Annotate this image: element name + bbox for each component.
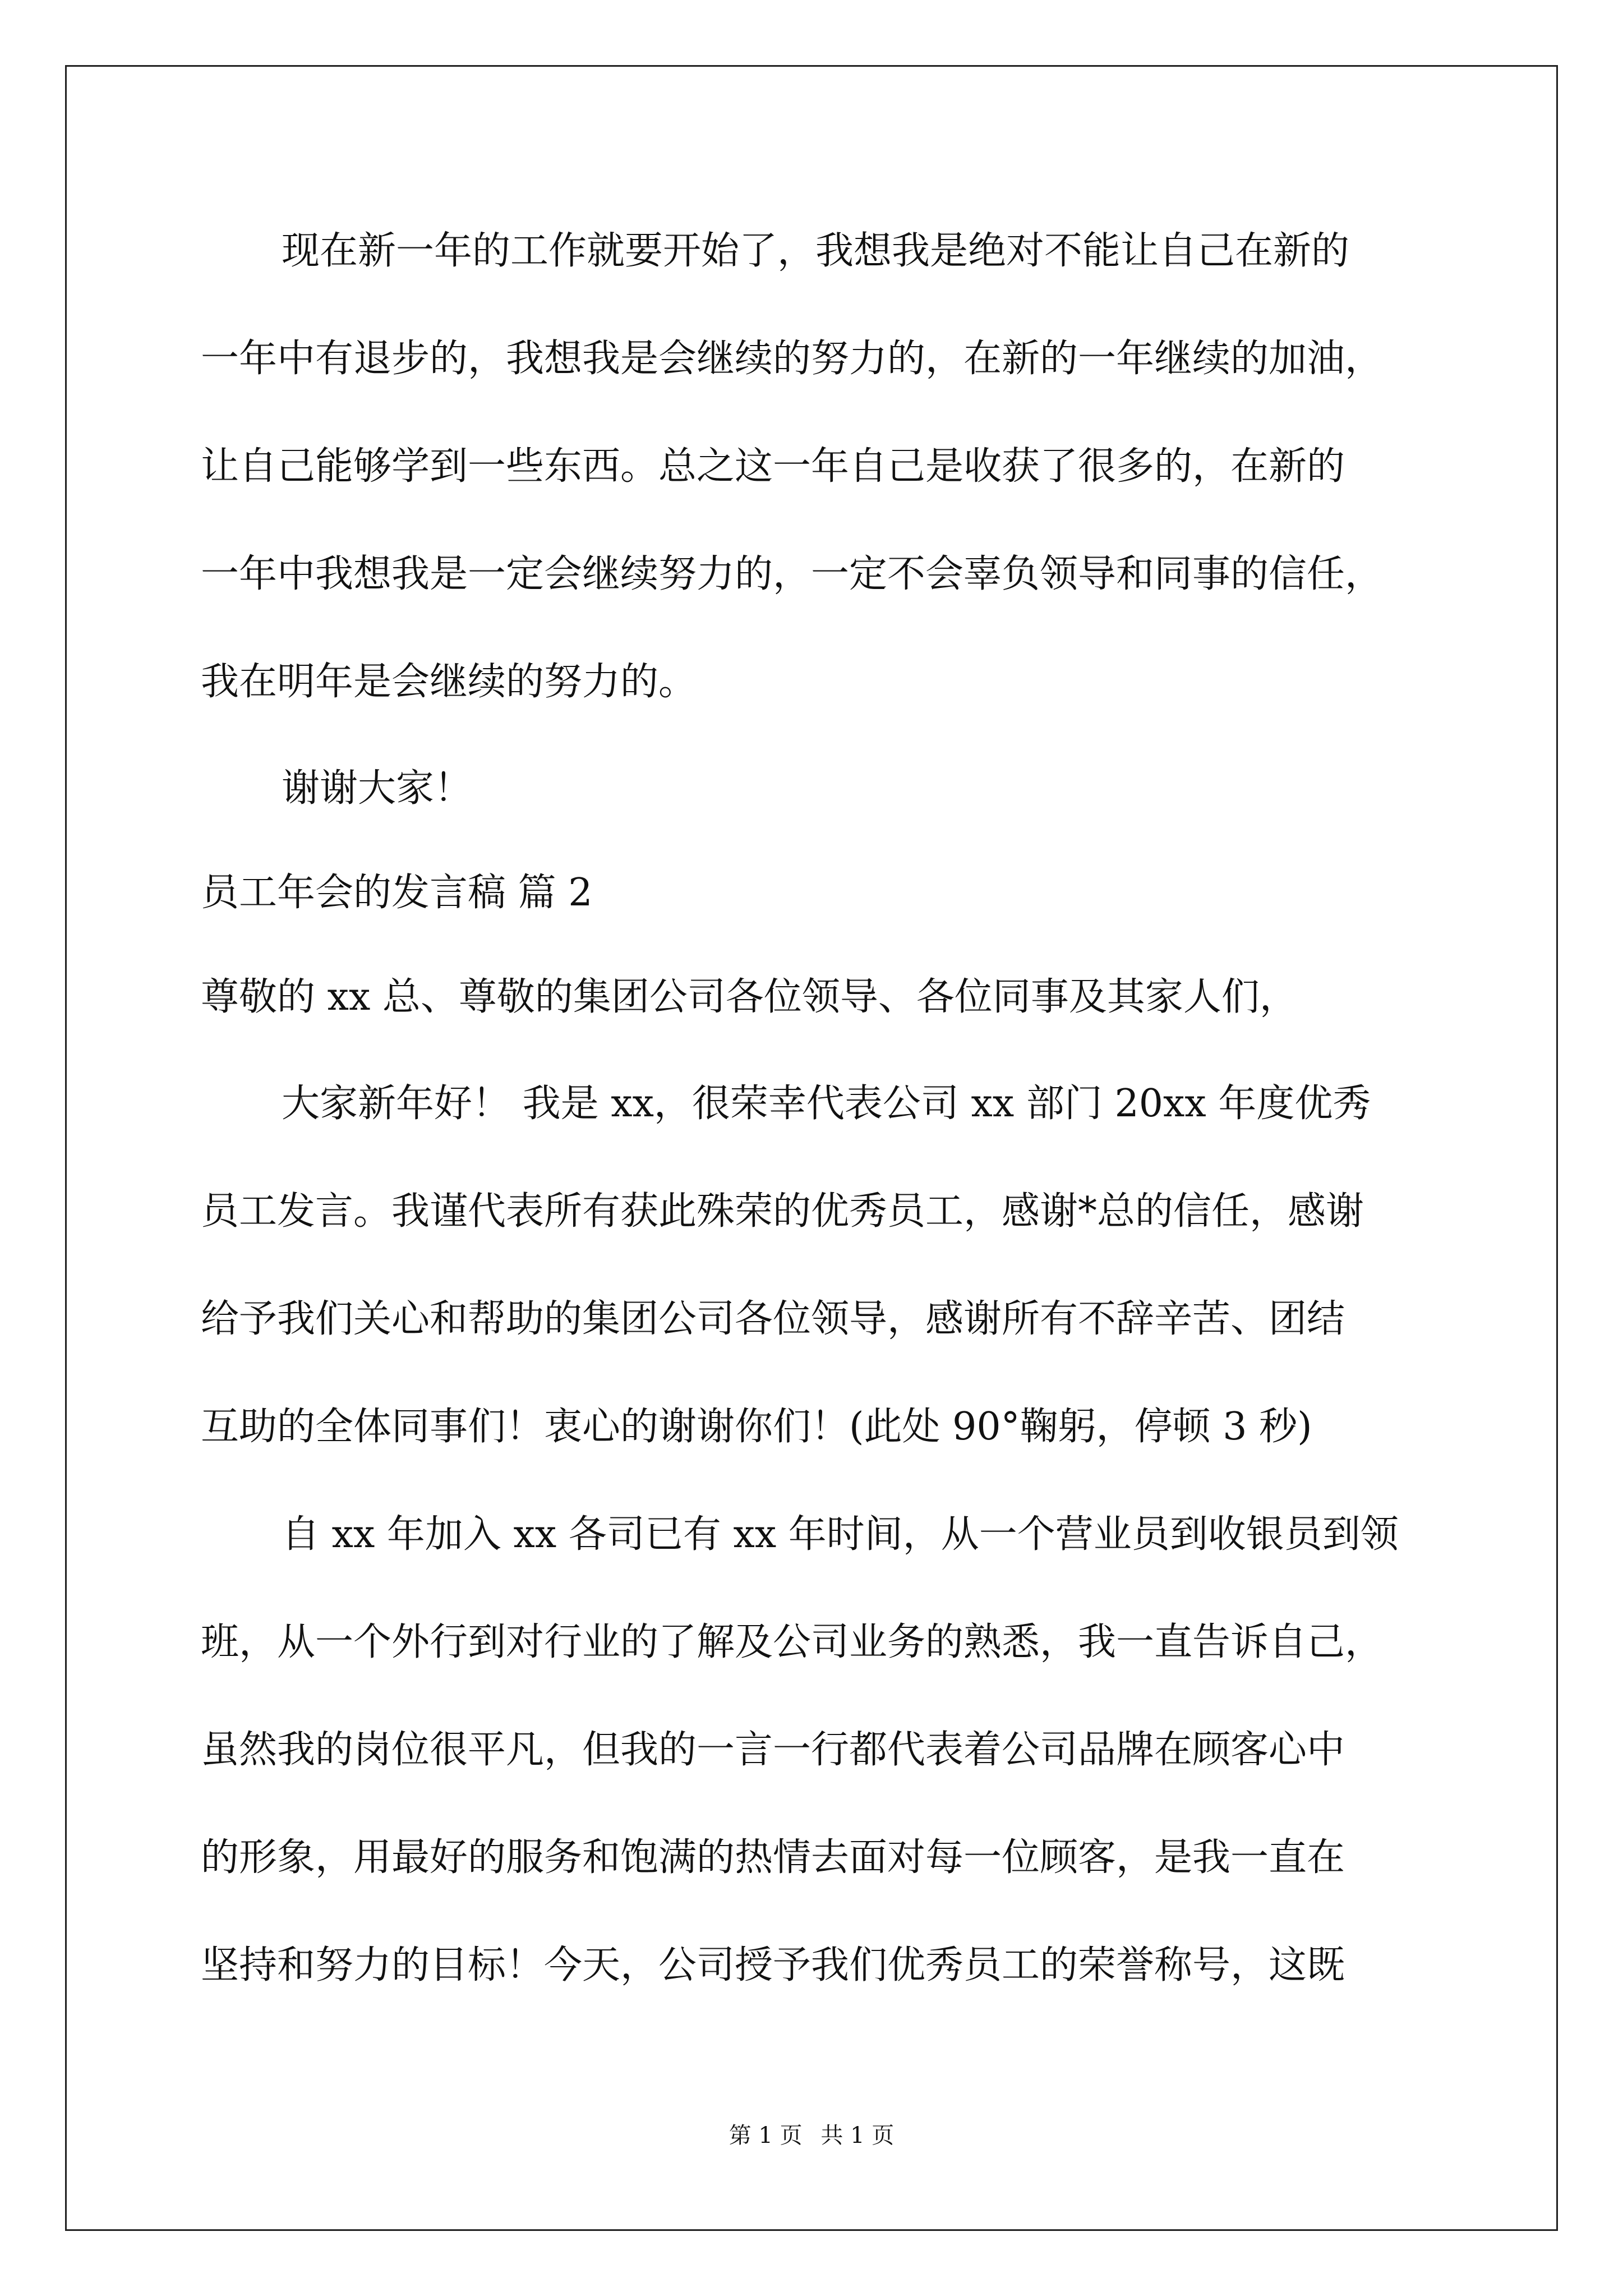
paragraph-line: 坚持和努力的目标！今天，公司授予我们优秀员工的荣誉称号，这既 — [201, 1943, 1345, 1987]
paragraph-line: 现在新一年的工作就要开始了，我想我是绝对不能让自己在新的 — [282, 229, 1350, 273]
paragraph-line: 一年中有退步的，我想我是会继续的努力的，在新的一年继续的加油， — [201, 337, 1384, 381]
section-heading: 员工年会的发言稿 篇 2 — [201, 871, 593, 915]
paragraph-line: 的形象，用最好的服务和饱满的热情去面对每一位顾客，是我一直在 — [201, 1835, 1345, 1880]
page-count: 共 1 页 — [820, 2123, 895, 2148]
paragraph-line: 自 xx 年加入 xx 各司已有 xx 年时间，从一个营业员到收银员到领 — [282, 1512, 1399, 1557]
page-number: 第 1 页 — [728, 2123, 803, 2148]
page-border — [65, 65, 1558, 2231]
paragraph-line: 我在明年是会继续的努力的。 — [201, 660, 697, 704]
closing-line: 谢谢大家！ — [282, 766, 473, 811]
paragraph-line: 班，从一个外行到对行业的了解及公司业务的熟悉，我一直告诉自己， — [201, 1620, 1384, 1664]
paragraph-line: 大家新年好！ 我是 xx，很荣幸代表公司 xx 部门 20xx 年度优秀 — [282, 1082, 1371, 1126]
salutation-line: 尊敬的 xx 总、尊敬的集团公司各位领导、各位同事及其家人们， — [201, 975, 1298, 1019]
paragraph-line: 虽然我的岗位很平凡，但我的一言一行都代表着公司品牌在顾客心中 — [201, 1728, 1345, 1772]
page-footer — [0, 2122, 1623, 2150]
paragraph-line: 互助的全体同事们！衷心的谢谢你们！(此处 90°鞠躬，停顿 3 秒) — [201, 1405, 1312, 1449]
paragraph-line: 让自己能够学到一些东西。总之这一年自己是收获了很多的，在新的 — [201, 444, 1345, 489]
paragraph-line: 员工发言。我谨代表所有获此殊荣的优秀员工，感谢*总的信任，感谢 — [201, 1189, 1364, 1234]
paragraph-line: 一年中我想我是一定会继续努力的，一定不会辜负领导和同事的信任， — [201, 552, 1384, 596]
paragraph-line: 给予我们关心和帮助的集团公司各位领导，感谢所有不辞辛苦、团结 — [201, 1297, 1345, 1341]
